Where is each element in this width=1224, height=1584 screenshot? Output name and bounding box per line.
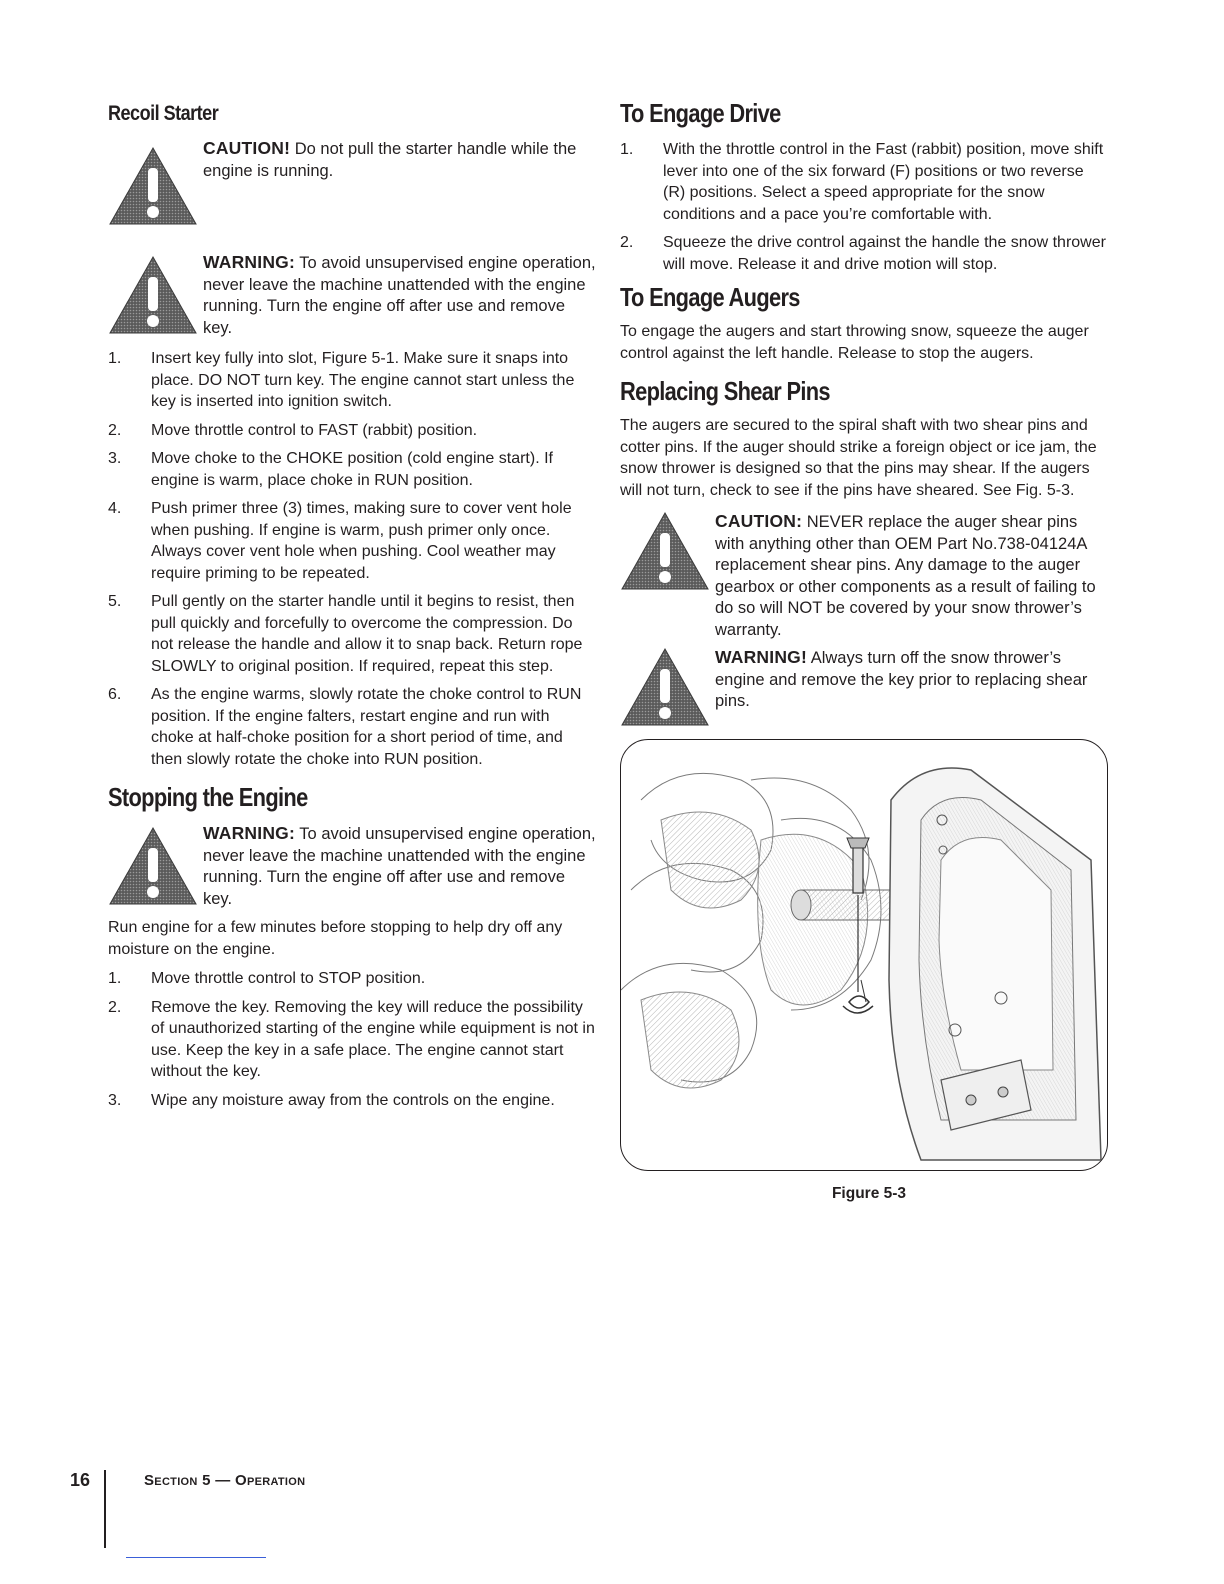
shear-warning-callout (620, 647, 1108, 737)
stopping-warning-callout (108, 823, 596, 915)
stopping-intro: Run engine for a few minutes before stopping to help dry off any moisture on the engine. (108, 919, 563, 958)
warning-label: WARNING: (203, 823, 296, 843)
recoil-caution-text: CAUTION! Do not pull the starter handle while the engine is running. (203, 138, 577, 180)
list-item: 3. Wipe any moisture away from the controls on the engine. (108, 1091, 555, 1109)
recoil-warning-text: WARNING: To avoid unsupervised engine operation, never leave the machine unattended with the engine running. Turn the engine off after use and remove key. (203, 252, 596, 337)
list-item: 1. With the throttle control in the Fast (rabbit) position, move shift lever into one of the six forward (F) positions or two reverse (R) positions. Select a speed appropriate for the snow conditions and a pace you’re comfortable with. (620, 141, 1104, 223)
drive-steps-list (620, 139, 1108, 275)
recoil-starter-heading: Recoil Starter (108, 102, 219, 125)
list-item: 4. Push primer three (3) times, making sure to cover vent hole when pushing. If engine is warm, push primer only once. Always cover vent hole when pushing. Cool weather may require priming to be repeated. (108, 500, 572, 582)
warning-triangle-icon (620, 647, 710, 727)
list-item: 2. Move throttle control to FAST (rabbit) position. (108, 421, 478, 439)
caution-label: CAUTION! (203, 138, 291, 158)
footer-link-underline (126, 1557, 266, 1558)
warning-label: WARNING! (715, 647, 808, 667)
list-item: 5. Pull gently on the starter handle until it begins to resist, then pull quickly and forcefully to overcome the compression. Do not release the handle and allow it to snap back. Return rope SLOWLY to original position. If required, repeat this step. (108, 593, 583, 675)
recoil-steps-list (108, 348, 596, 770)
warning-triangle-icon (108, 146, 198, 226)
list-item: 1. Move throttle control to STOP position. (108, 970, 426, 987)
replacing-shear-pins-heading: Replacing Shear Pins (620, 376, 830, 406)
warning-triangle-icon (620, 511, 710, 591)
page-number: 16 (70, 1470, 91, 1490)
stopping-warning-text: WARNING: To avoid unsupervised engine operation, never leave the machine unattended with the engine running. Turn the engine off after use and remove key. (203, 823, 596, 908)
figure-5-3-illustration (620, 739, 1108, 1171)
list-item: 2. Remove the key. Removing the key will reduce the possibility of unauthorized starting of the engine while equipment is not in use. Keep the key in a safe place. The engine cannot start without the key. (108, 998, 595, 1080)
auger-shear-pin-drawing (621, 740, 1108, 1171)
section-label: Section 5 — Operation (144, 1472, 306, 1489)
left-column (108, 98, 596, 1118)
right-column (620, 98, 1108, 1203)
augers-text: To engage the augers and start throwing snow, squeeze the auger control against the left handle. Release to stop the augers. (620, 323, 1089, 362)
list-item: 1. Insert key fully into slot, Figure 5-1. Make sure it snaps into place. DO NOT turn key. The engine cannot start unless the key is inserted into ignition switch. (108, 350, 575, 410)
shear-pins-text: The augers are secured to the spiral shaft with two shear pins and cotter pins. If the auger should strike a foreign object or ice jam, the snow thrower is designed so that the pins may shear. If the augers will not turn, check to see if the pins have sheared. See Fig. 5-3. (620, 417, 1097, 499)
shear-warning-text: WARNING! Always turn off the snow thrower’s engine and remove the key prior to replacing shear pins. (715, 647, 1088, 710)
recoil-warning-callout (108, 252, 596, 344)
warning-label: WARNING: (203, 252, 296, 272)
caution-label: CAUTION: (715, 511, 803, 531)
footer-divider (104, 1470, 106, 1548)
recoil-caution-callout (108, 138, 596, 252)
stopping-steps-list (108, 968, 596, 1111)
stopping-engine-heading: Stopping the Engine (108, 782, 308, 812)
list-item: 3. Move choke to the CHOKE position (cold engine start). If engine is warm, place choke in RUN position. (108, 450, 553, 489)
warning-triangle-icon (108, 255, 198, 335)
list-item: 2. Squeeze the drive control against the handle the snow thrower will move. Release it and drive motion will stop. (620, 234, 1106, 273)
shear-caution-callout (620, 511, 1108, 641)
engage-drive-heading: To Engage Drive (620, 98, 781, 128)
list-item: 6. As the engine warms, slowly rotate the choke control to RUN position. If the engine falters, restart engine and run with choke at half-choke position for a short period of time, and then slowly rotate the choke into RUN position. (108, 686, 582, 768)
engage-augers-heading: To Engage Augers (620, 282, 800, 312)
shear-caution-text: CAUTION: NEVER replace the auger shear pins with anything other than OEM Part No.738-04124A replacement shear pins. Any damage to the auger gearbox or other components as a result of failing to do so will NOT be covered by your snow thrower’s warranty. (715, 511, 1096, 639)
figure-caption: Figure 5-3 (831, 1185, 907, 1202)
warning-triangle-icon (108, 826, 198, 906)
